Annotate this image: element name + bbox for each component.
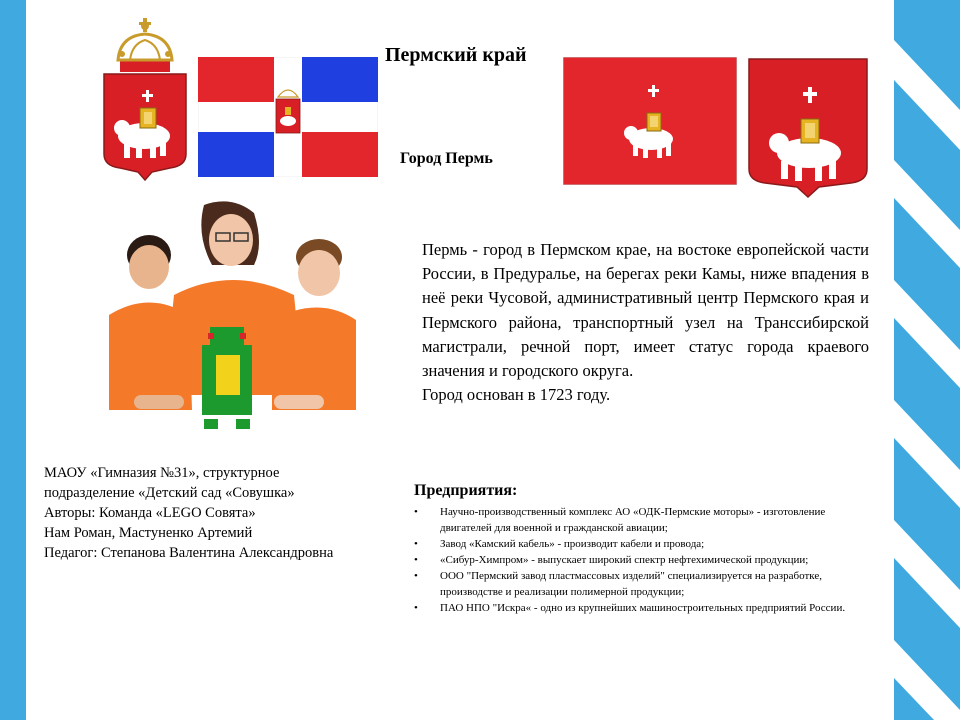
enterprises-heading: Предприятия:: [414, 482, 518, 499]
perm-krai-flag: [198, 57, 378, 177]
kindergarten-line: подразделение «Детский сад «Совушка»: [44, 485, 295, 501]
members-line: Нам Роман, Мастуненко Артемий: [44, 525, 253, 541]
city-subtitle: Город Пермь: [400, 150, 493, 167]
list-item: • ООО "Пермский завод пластмассовых изделий" специализируется на разработке, производстве и реализации полимерной продукции;: [414, 570, 822, 598]
school-line: МАОУ «Гимназия №31», структурное: [44, 465, 280, 481]
crown-icon: [118, 18, 172, 72]
team-photo: [104, 195, 360, 435]
bullet-icon: •: [414, 554, 418, 566]
list-item: • «Сибур-Химпром» - выпускает широкий спектр нефтехимической продукции;: [414, 554, 809, 566]
page-title: Пермский край: [385, 44, 527, 66]
flag-emblem-icon: [276, 90, 300, 133]
founded-text: Город основан в 1723 году.: [422, 385, 611, 405]
perm-city-flag: [563, 57, 737, 185]
list-item: • Завод «Камский кабель» - производит кабели и провода;: [414, 538, 705, 550]
bullet-icon: •: [414, 570, 418, 582]
authors-block: [44, 463, 333, 563]
left-frame-bar: [0, 0, 26, 720]
description-text: Пермь - город в Пермском крае, на востоке европейской части России, в Предуралье, на берегах реки Камы, ниже впадения в неё реки Чусовой, административный центр Пермского края и Пермского района, транспортный узел на Транссибирской магистрали, речной порт, имеет статус города краевого значения и городского округа.: [422, 240, 869, 381]
bullet-icon: •: [414, 506, 418, 518]
enterprises-list: [414, 504, 864, 616]
bullet-icon: •: [414, 538, 418, 550]
teacher-line: Педагог: Степанова Валентина Александровна: [44, 545, 334, 561]
right-frame-stripes: [894, 0, 960, 720]
list-item: • ПАО НПО "Искра« - одно из крупнейших машиностроительных предприятий России.: [414, 602, 846, 614]
list-item: • Научно-производственный комплекс АО «ОДК-Пермские моторы» - изготовление двигателей для военной и гражданской авиации;: [414, 506, 826, 534]
city-description: [422, 238, 869, 407]
bullet-icon: •: [414, 602, 418, 614]
perm-city-coat-of-arms: [747, 57, 869, 199]
perm-krai-coat-of-arms: [100, 16, 190, 184]
team-line: Авторы: Команда «LEGO Совята»: [44, 505, 256, 521]
